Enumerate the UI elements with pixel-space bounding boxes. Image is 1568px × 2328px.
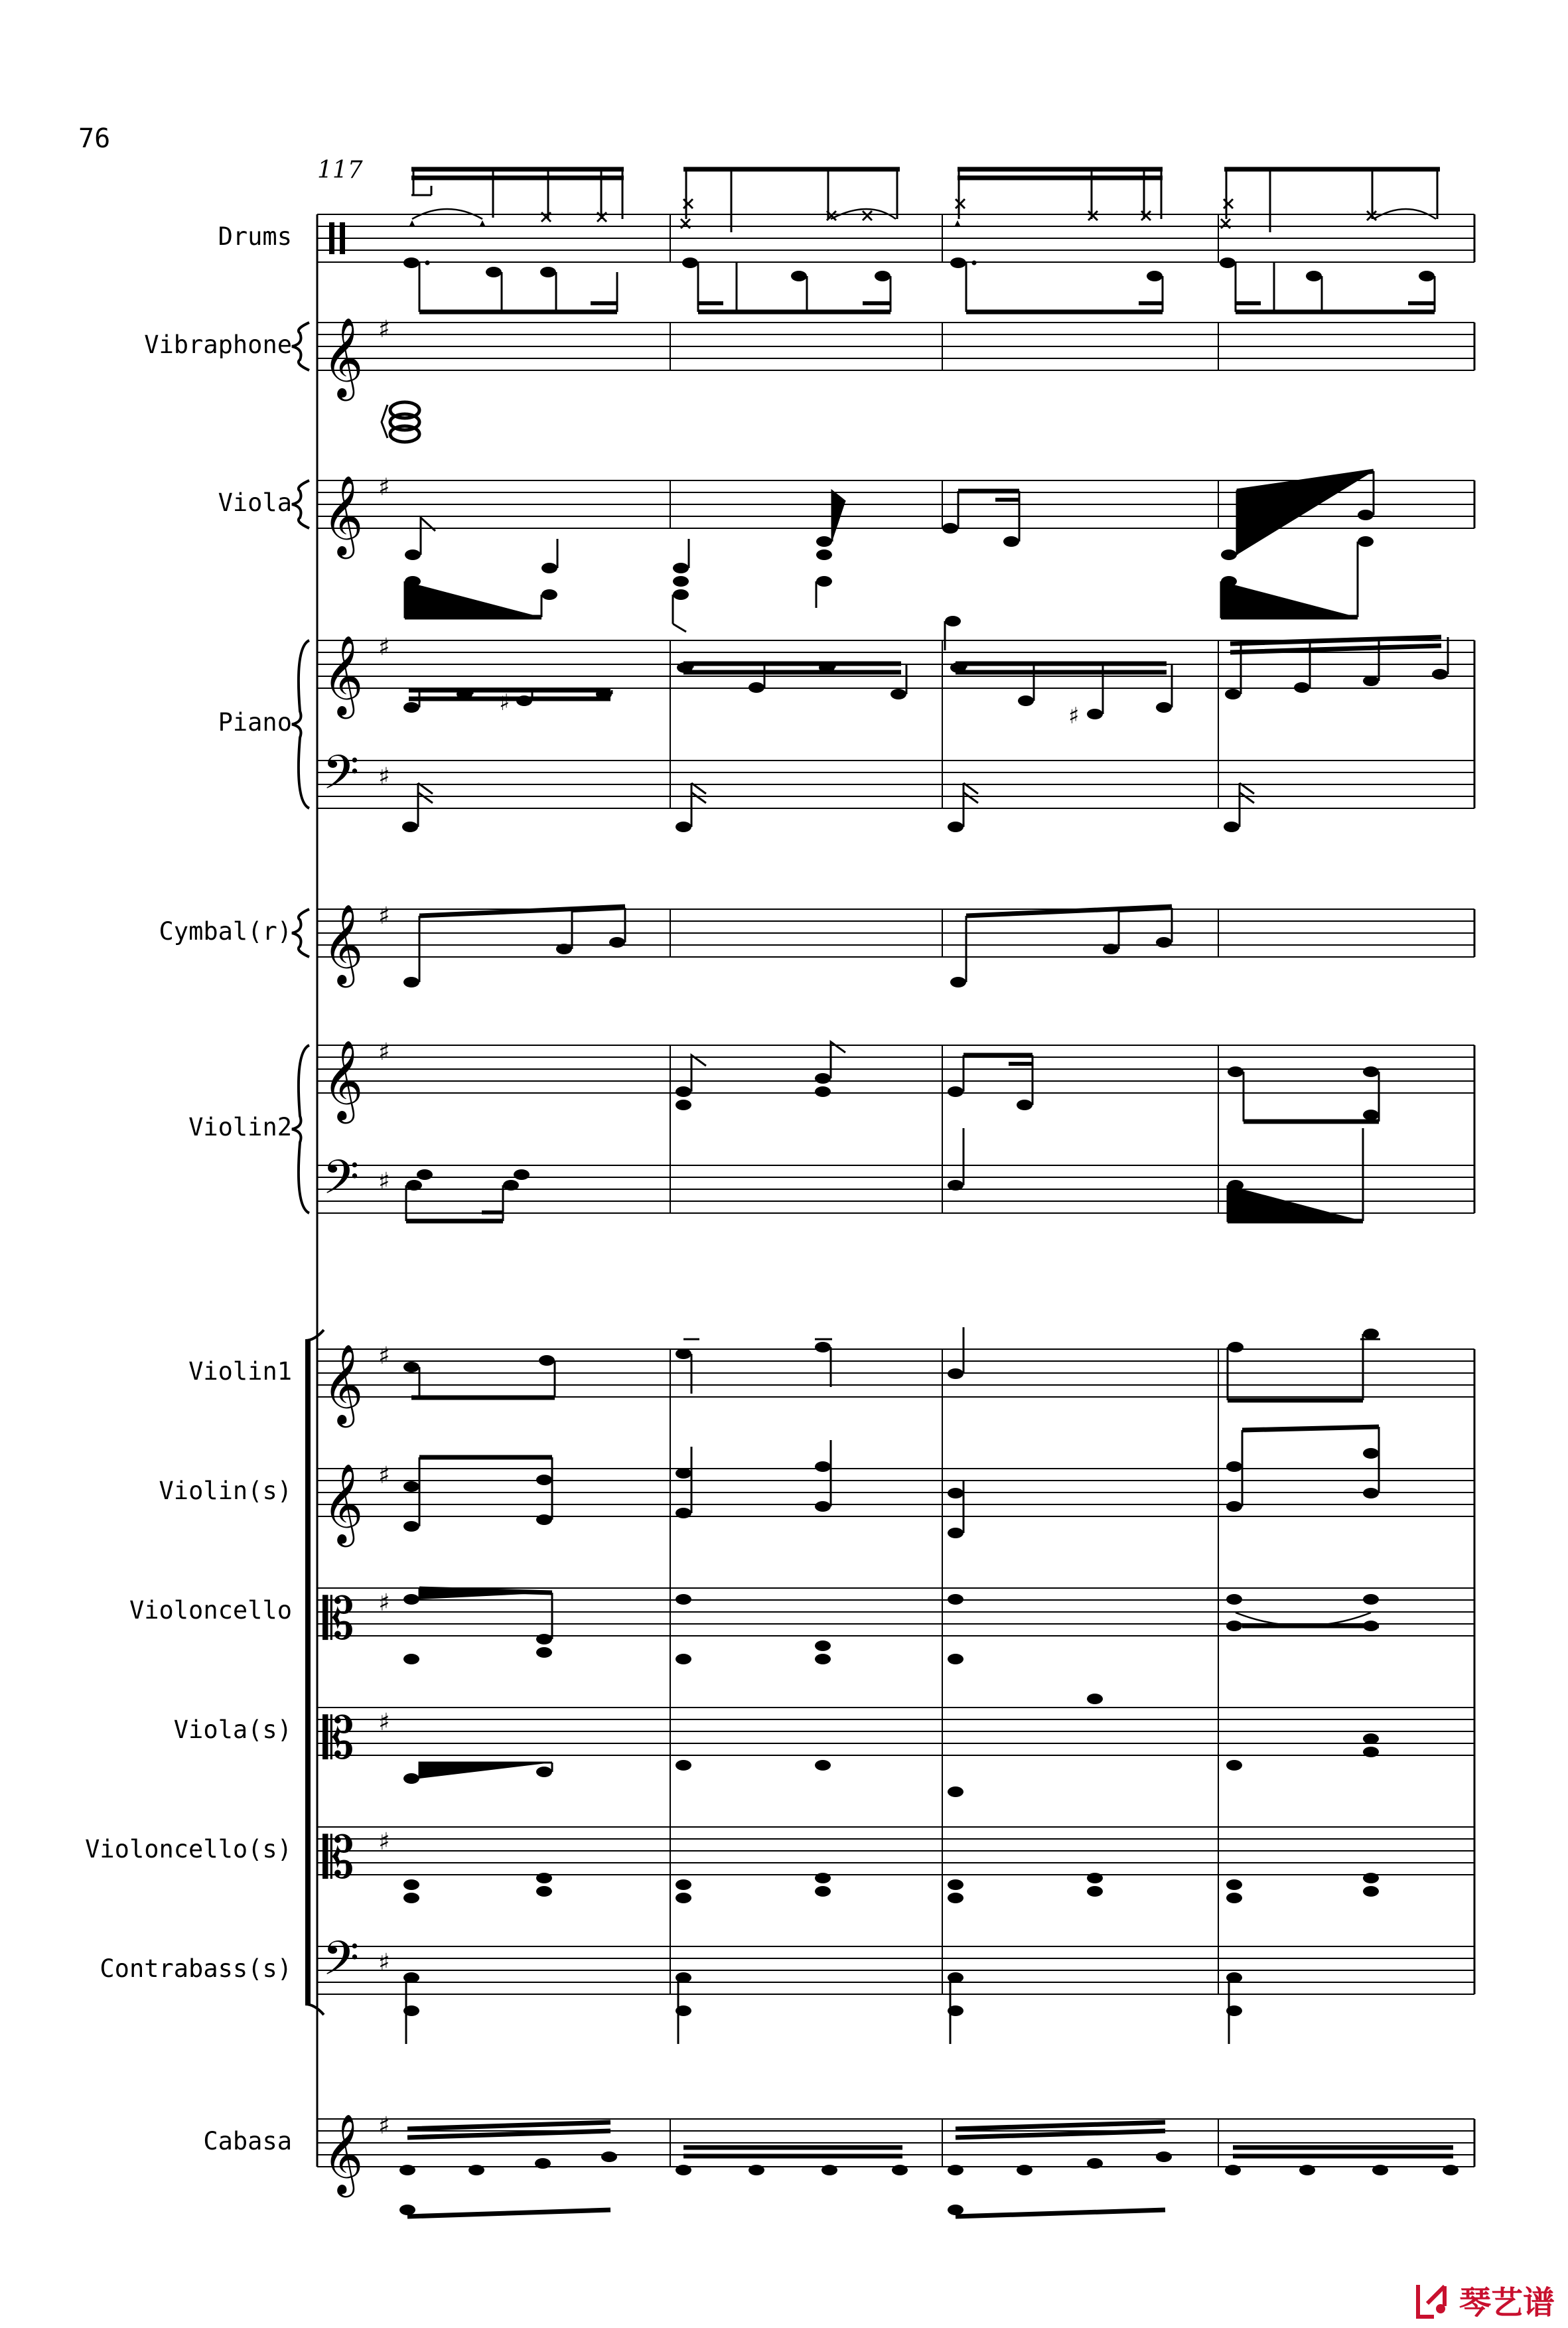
percussion-clef xyxy=(329,222,334,254)
staff-3 xyxy=(317,634,1474,719)
violin1-notes xyxy=(403,1327,1380,1400)
instrument-label: Drums xyxy=(218,222,292,251)
staff-1 xyxy=(317,316,1474,401)
key-sharp: ♯ xyxy=(378,1949,390,1976)
key-sharp: ♯ xyxy=(378,2112,390,2140)
alto-clef: 𝄡 xyxy=(322,1706,354,1772)
instrument-label: Violin2 xyxy=(188,1113,292,1141)
treble-clef: 𝄞 xyxy=(322,634,364,715)
svg-text:♯: ♯ xyxy=(499,690,510,716)
key-sharp: ♯ xyxy=(378,1709,390,1736)
treble-clef: 𝄞 xyxy=(322,1039,364,1120)
staff-0 xyxy=(317,214,1474,262)
staff-10 xyxy=(317,1586,1474,1652)
brace xyxy=(292,323,309,370)
key-sharp: ♯ xyxy=(378,763,390,790)
bass-clef: 𝄢 xyxy=(322,745,360,812)
brace xyxy=(292,1045,309,1213)
treble-clef: 𝄞 xyxy=(322,1463,364,1544)
drums-notes xyxy=(403,169,1440,312)
site-logo xyxy=(1414,2277,1555,2323)
page-number: 76 xyxy=(78,123,111,154)
staff-4 xyxy=(317,745,1474,812)
brace xyxy=(292,640,309,808)
treble-clef: 𝄞 xyxy=(322,903,364,984)
instrument-label: Violoncello xyxy=(129,1596,292,1625)
instrument-label: Cabasa xyxy=(203,2127,292,2155)
instrument-label: Contrabass(s) xyxy=(100,1954,292,1983)
treble-clef: 𝄞 xyxy=(322,317,364,398)
staff-9 xyxy=(317,1462,1474,1547)
key-sharp: ♯ xyxy=(378,1343,390,1370)
violoncello-notes xyxy=(403,1589,1379,1704)
strings-bracket-bottom xyxy=(305,2004,324,2015)
staff-13 xyxy=(317,1931,1474,1998)
treble-clef: 𝄞 xyxy=(322,2113,364,2194)
instrument-label: Viola(s) xyxy=(173,1715,292,1744)
staff-8 xyxy=(317,1343,1474,1427)
key-sharp: ♯ xyxy=(378,316,390,343)
cymbal-notes xyxy=(403,907,1172,987)
key-sharp: ♯ xyxy=(378,1168,390,1195)
key-sharp: ♯ xyxy=(378,474,390,501)
piano-treble-notes xyxy=(403,637,1448,729)
violin-s-notes xyxy=(403,1427,1379,1538)
instrument-label: Vibraphone xyxy=(144,330,292,359)
key-sharp: ♯ xyxy=(378,903,390,930)
treble-clef: 𝄞 xyxy=(322,474,364,555)
instrument-label: Cymbal(r) xyxy=(159,917,292,946)
key-sharp: ♯ xyxy=(378,634,390,661)
brace xyxy=(292,909,309,957)
bass-clef: 𝄢 xyxy=(322,1931,360,1998)
alto-clef: 𝄡 xyxy=(322,1586,354,1652)
instrument-label: Piano xyxy=(218,708,292,737)
strings-bracket-top xyxy=(305,1330,324,1341)
logo-text: 琴艺谱 xyxy=(1459,2284,1555,2321)
contrabass-s-notes xyxy=(403,1972,1242,2044)
vibraphone-chord xyxy=(382,402,419,442)
music-note-logo-icon xyxy=(1414,2280,1455,2321)
measure-number: 117 xyxy=(317,157,363,184)
cabasa-notes xyxy=(399,2122,1459,2217)
brace xyxy=(292,480,309,528)
instrument-label: Violin(s) xyxy=(159,1477,292,1505)
instrument-label: Violin1 xyxy=(188,1357,292,1386)
instrument-label: Viola xyxy=(218,488,292,517)
key-sharp: ♯ xyxy=(378,1462,390,1489)
key-sharp: ♯ xyxy=(378,1828,390,1855)
staff-5 xyxy=(317,903,1474,987)
violoncello-s-notes xyxy=(403,1873,1379,1903)
svg-text:♯: ♯ xyxy=(1068,703,1080,729)
key-sharp: ♯ xyxy=(378,1589,390,1617)
notes-layer xyxy=(382,169,1459,2217)
bass-clef: 𝄢 xyxy=(322,1150,360,1216)
staff-6 xyxy=(317,1039,1474,1124)
instrument-label: Violoncello(s) xyxy=(85,1835,292,1863)
percussion-clef xyxy=(340,222,345,254)
treble-clef: 𝄞 xyxy=(322,1343,364,1424)
staff-12 xyxy=(317,1825,1474,1891)
alto-clef: 𝄡 xyxy=(322,1825,354,1891)
viola-notes xyxy=(405,471,1374,650)
key-sharp: ♯ xyxy=(378,1039,390,1066)
